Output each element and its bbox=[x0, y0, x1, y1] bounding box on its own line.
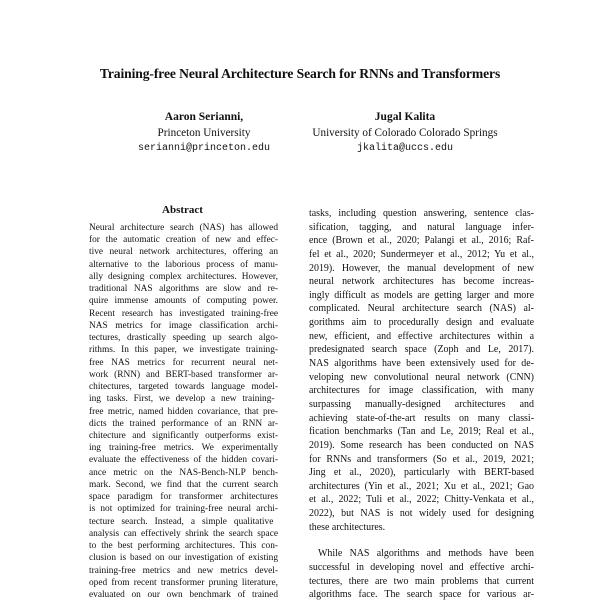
text-line: tive neural network architectures, offering an bbox=[89, 247, 278, 258]
text-line: 2019). Some research has been conducted on NAS bbox=[309, 439, 534, 451]
text-line: for RNNs and transformers (So et al., 2019, 2021; bbox=[309, 453, 534, 465]
author-affiliation: University of Colorado Colorado Springs bbox=[312, 127, 498, 139]
text-line: complicated. Neural architecture search (NAS) al- bbox=[309, 303, 534, 315]
author-email: serianni@princeton.edu bbox=[137, 143, 271, 154]
author-name: Aaron Serianni, bbox=[164, 111, 244, 123]
text-line: Neural architecture search (NAS) has allowed bbox=[89, 223, 278, 233]
text-line: 2022), but NAS is not widely used for designing bbox=[309, 508, 534, 520]
author-affiliation: Princeton University bbox=[157, 127, 251, 139]
text-line: ance metric on the NAS-Bench-NLP bench- bbox=[89, 467, 278, 478]
text-line: surpassing manually-designed architectures and bbox=[309, 398, 534, 410]
text-line: gorithms aim to procedurally design and evaluate bbox=[309, 317, 534, 329]
paper-title: Training-free Neural Architecture Search for RNNs and Transformers bbox=[99, 66, 501, 81]
text-line: chitectures, targeted towards language model- bbox=[89, 382, 278, 393]
text-line: clusion is based on our investigation of existing bbox=[89, 553, 278, 564]
text-line: chitecture and significantly outperforms exist- bbox=[89, 430, 278, 441]
text-line: ing tasks. First, we develop a new training- bbox=[89, 394, 275, 405]
text-line: While NAS algorithms and methods have been bbox=[318, 548, 534, 560]
abstract-heading: Abstract bbox=[162, 204, 203, 216]
author-email: jkalita@uccs.edu bbox=[356, 143, 453, 154]
text-line: architectures for image classification, with many bbox=[309, 385, 534, 397]
text-line: NAS algorithms have been extensively used for de- bbox=[309, 358, 534, 370]
text-line: work (RNN) and BERT-based transformer ar- bbox=[89, 369, 278, 380]
paragraph-gap bbox=[309, 534, 534, 547]
text-line: evaluate the effectiveness of the hidden covari- bbox=[89, 455, 278, 466]
text-line: architectures (Yin et al., 2021; Xu et al., 2021; Gao bbox=[309, 480, 534, 492]
text-line: alternative to the laborious process of manu- bbox=[89, 259, 278, 270]
text-line: oped from recent transformer pruning literature, bbox=[89, 577, 278, 588]
text-line: for the automatic creation of new and effec- bbox=[89, 235, 278, 246]
text-line: fel et al., 2020; Sundermeyer et al., 2012; Yu et al., bbox=[309, 248, 534, 260]
text-line: NAS metrics for image classification archi- bbox=[89, 320, 278, 331]
text-line: tectures, drastically speeding up search algo- bbox=[89, 333, 278, 344]
text-line: tectures, there are two main problems that current bbox=[309, 575, 534, 587]
text-line: rithms. In this paper, we investigate training- bbox=[89, 345, 278, 356]
text-line: veloping new convolutional neural network (CNN) bbox=[309, 371, 534, 383]
text-line: ally designing complex architectures. However, bbox=[89, 271, 278, 282]
author-block-2 bbox=[290, 109, 520, 157]
text-line: Recent research has investigated training-free bbox=[89, 308, 278, 319]
text-line: algorithms face. The search space for various ar- bbox=[309, 589, 534, 601]
text-line: space paradigm for transformer architectures bbox=[89, 492, 278, 503]
text-line: is not optimized for training-free neural archi- bbox=[89, 504, 278, 515]
text-line: predesignated search space (Zoph and Le, 2017). bbox=[309, 344, 534, 356]
text-line: tecture search. Instead, a simple qualitative bbox=[89, 516, 274, 527]
text-line: fication benchmarks (Tan and Le, 2019; Real et al., bbox=[309, 426, 534, 438]
author-block-1 bbox=[119, 109, 289, 157]
text-line: et al., 2022; Tuli et al., 2022; Chitty-Venkata et al., bbox=[309, 494, 534, 506]
abstract-text bbox=[89, 222, 278, 601]
text-line: training-free metrics and new metrics devel- bbox=[89, 565, 278, 576]
text-line: new, efficient, and effective architectures within a bbox=[309, 330, 534, 342]
text-line: ence (Brown et al., 2020; Palangi et al., 2016; Raf- bbox=[309, 235, 534, 247]
text-line: achieving state-of-the-art results on many classi- bbox=[309, 412, 534, 424]
text-line: ingly difficult as models are getting larger and more bbox=[309, 289, 534, 301]
text-line: to the best performing architectures. This con- bbox=[89, 541, 278, 552]
text-line: successful in developing novel and effective archi- bbox=[309, 562, 534, 574]
text-line: analysis can effectively shrink the search space bbox=[89, 528, 278, 539]
intro-body-text bbox=[309, 207, 534, 602]
text-line: Jing et al., 2020), particularly with BERT-based bbox=[309, 467, 534, 479]
text-line: tasks, including question answering, sentence clas- bbox=[309, 208, 534, 219]
text-line: 2019). However, the manual development of new bbox=[309, 262, 534, 274]
text-line: dicts the trained performance of an RNN ar- bbox=[89, 418, 278, 429]
text-line: traditional NAS algorithms are slow and re- bbox=[89, 284, 278, 295]
text-line: evaluated on our own benchmark of trained bbox=[89, 590, 278, 601]
text-line: neural network architectures has become increas- bbox=[309, 276, 534, 288]
text-line: free metric, named hidden covariance, that pre- bbox=[89, 406, 278, 417]
text-line: quire immense amounts of computing power. bbox=[89, 296, 278, 307]
text-line: ing training-free metrics. We experimentally bbox=[89, 443, 278, 454]
author-name: Jugal Kalita bbox=[374, 111, 436, 123]
text-line: sification, tagging, and natural language infer- bbox=[309, 221, 534, 233]
text-line: these architectures. bbox=[309, 521, 386, 533]
text-line: mark. Second, we find that the current search bbox=[89, 479, 278, 490]
text-line: free NAS metrics for recurrent neural net- bbox=[89, 357, 278, 368]
